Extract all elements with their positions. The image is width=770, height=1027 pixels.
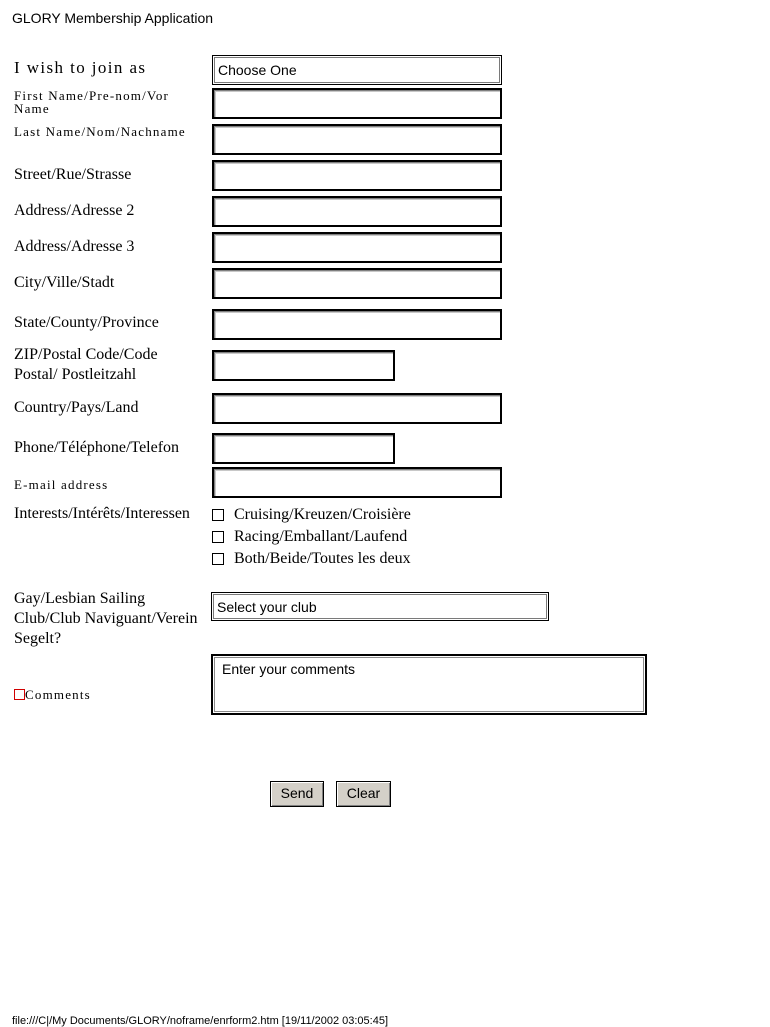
send-button[interactable]: Send <box>270 781 324 807</box>
join-as-select[interactable]: Choose One <box>212 55 502 85</box>
first-name-label: First Name/Pre-nom/Vor Name <box>14 88 170 116</box>
file-path-footer: file:///C|/My Documents/GLORY/noframe/enrform2.htm [19/11/2002 03:05:45] <box>12 1015 389 1027</box>
club-label: Gay/Lesbian Sailing Club/Club Naviguant/Verein Segelt? <box>14 590 198 647</box>
phone-label: Phone/Téléphone/Telefon <box>14 439 180 456</box>
both-checkbox[interactable] <box>212 553 224 565</box>
phone-field[interactable] <box>212 433 395 464</box>
interest-racing[interactable] <box>212 527 407 547</box>
comments-textarea[interactable]: Enter your comments <box>211 654 647 715</box>
email-field[interactable] <box>212 467 502 498</box>
both-label: Both/Beide/Toutes les deux <box>234 550 411 567</box>
cruising-label: Cruising/Kreuzen/Croisière <box>234 506 411 523</box>
email-label: E-mail address <box>14 477 109 492</box>
address3-field[interactable] <box>212 232 502 263</box>
comments-label: Comments <box>25 687 91 702</box>
cruising-checkbox[interactable] <box>212 509 224 521</box>
address2-field[interactable] <box>212 196 502 227</box>
country-field[interactable] <box>212 393 502 424</box>
club-select[interactable]: Select your club <box>211 592 549 621</box>
state-field[interactable] <box>212 309 502 340</box>
country-label: Country/Pays/Land <box>14 399 139 416</box>
address3-label: Address/Adresse 3 <box>14 238 135 255</box>
interest-cruising[interactable] <box>212 505 411 525</box>
zip-field[interactable] <box>212 350 395 381</box>
racing-checkbox[interactable] <box>212 531 224 543</box>
clear-button[interactable]: Clear <box>336 781 391 807</box>
last-name-field[interactable] <box>212 124 502 155</box>
racing-label: Racing/Emballant/Laufend <box>234 528 408 545</box>
city-field[interactable] <box>212 268 502 299</box>
street-label: Street/Rue/Strasse <box>14 166 132 183</box>
comments-label-row <box>14 688 91 701</box>
interests-label: Interests/Intérêts/Interessen <box>14 505 190 522</box>
interest-both[interactable] <box>212 549 411 569</box>
zip-label: ZIP/Postal Code/Code Postal/ Postleitzahl <box>14 346 158 383</box>
address2-label: Address/Adresse 2 <box>14 202 135 219</box>
join-as-label: I wish to join as <box>14 58 147 77</box>
page-title: GLORY Membership Application <box>12 10 214 26</box>
street-field[interactable] <box>212 160 502 191</box>
state-label: State/County/Province <box>14 314 159 331</box>
city-label: City/Ville/Stadt <box>14 274 115 291</box>
last-name-label: Last Name/Nom/Nachname <box>14 124 186 139</box>
comments-marker-icon <box>14 689 25 700</box>
first-name-field[interactable] <box>212 88 502 119</box>
